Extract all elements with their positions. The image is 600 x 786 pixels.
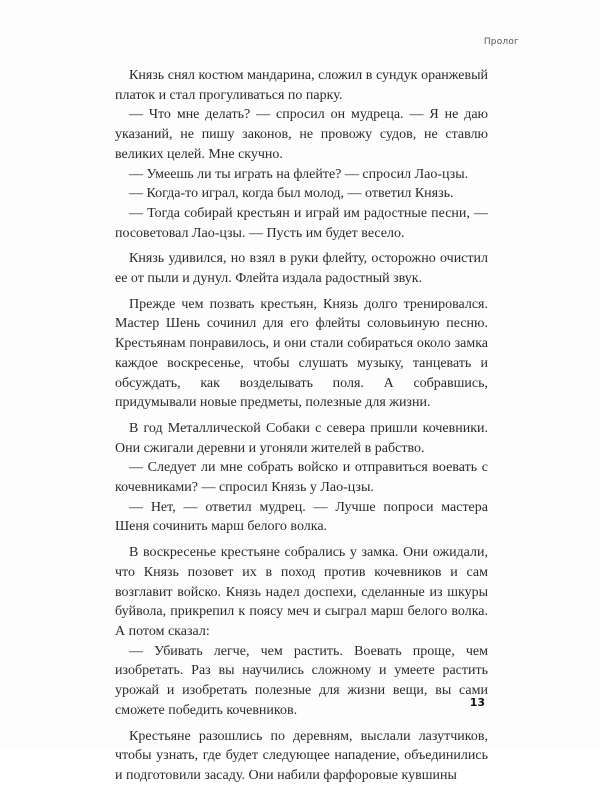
paragraph: Князь снял костюм мандарина, сложил в сундук оранжевый платок и стал прогуливаться по парку. <box>115 68 488 103</box>
paragraph: — Нет, — ответил мудрец. — Лучше попроси мастера Шеня сочинить марш белого волка. <box>115 499 488 535</box>
paragraph: — Когда-то играл, когда был молод, — ответил Князь. <box>129 186 454 202</box>
paragraph: Прежде чем позвать крестьян, Князь долго тренировался. Мастер Шень сочинил для его флейты соловьиную песню. Крестьянам понравилось, и они стали собираться около замка каждое воскресенье, чтобы слушать музыку, танцевать и обсуждать, как возделывать поля. А собравшись, придумывали новые предметы, полезные для жизни. <box>115 296 488 411</box>
page-number: 13 <box>469 696 485 709</box>
paragraph: Князь удивился, но взял в руки флейту, осторожно очистил ее от пыли и дунул. Флейта издала радостный звук. <box>115 251 488 287</box>
paragraph: — Следует ли мне собрать войско и отправиться воевать с кочевниками? — спросил Князь у Лао-цзы. <box>115 460 488 496</box>
paragraph: — Убивать легче, чем растить. Воевать проще, чем изобретать. Раз вы научились сложному и умеете растить урожай и изобретать полезные для жизни вещи, вы сами сможете победить кочевников. <box>115 643 488 718</box>
paragraph: В воскресенье крестьяне собрались у замка. Они ожидали, что Князь позовет их в поход против кочевников и сам возглавит войско. Князь надел доспехи, сделанные из шкуры буйвола, прикрепил к поясу меч и сыграл марш белого волка. А потом сказал: <box>115 545 488 639</box>
paragraph: — Что мне делать? — спросил он мудреца. — Я не даю указаний, не пишу законов, не провожу судов, не ставлю великих целей. Мне скучно. <box>115 107 488 162</box>
paragraph: В год Металлической Собаки с севера пришли кочевники. Они сжигали деревни и угоняли жителей в рабство. <box>115 420 488 456</box>
running-head: Пролог <box>483 37 519 47</box>
paragraph: Крестьяне разошлись по деревням, выслали лазутчиков, чтобы узнать, где будет следующее нападение, объединились и подготовили засаду. Они набили фарфоровые кувшины <box>115 728 488 783</box>
body-text <box>115 66 488 786</box>
paragraph: — Умеешь ли ты играть на флейте? — спросил Лао-цзы. <box>129 166 469 182</box>
paragraph: — Тогда собирай крестьян и играй им радостные песни, — посоветовал Лао-цзы. — Пусть им будет весело. <box>115 205 488 241</box>
